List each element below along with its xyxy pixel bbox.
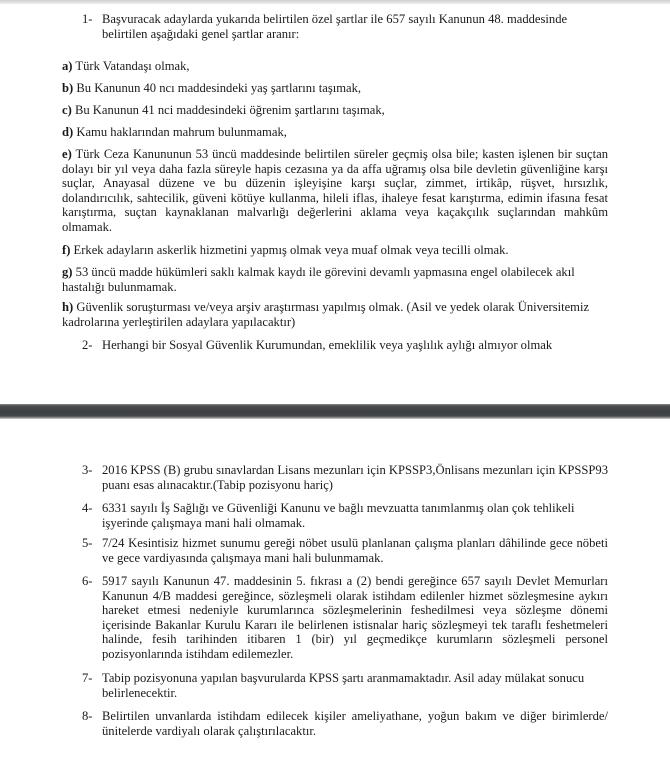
item-text: 2016 KPSS (B) grubu sınavlardan Lisans mezunları için KPSSP3,Önlisans mezunları için KPSSP93 puanı esas alınacaktır.(Tabip pozisyonu hariç) (102, 463, 608, 492)
sub-item-a (62, 59, 608, 74)
item-text: Tabip pozisyonuna yapılan başvurularda KPSS şartı aranmamaktadır. Asil aday mülakat sonucu belirlenecektir. (102, 671, 585, 700)
sub-item-label: f) (62, 243, 71, 257)
list-item-6 (82, 574, 608, 662)
item-text: 6331 sayılı İş Sağlığı ve Güvenliği Kanunu ve bağlı mevzuatta tanımlanmış olan çok tehlikeli işyerinde çalışmaya mani hali olmamak. (102, 501, 575, 530)
sub-item-label: c) (62, 103, 72, 117)
sub-item-text: Bu Kanunun 40 ncı maddesindeki yaş şartlarını taşımak, (73, 81, 362, 95)
sub-item-g (62, 265, 608, 294)
sub-item-text: Erkek adayların askerlik hizmetini yapmış olmak veya muaf olmak veya tecilli olmak. (70, 243, 509, 257)
item-text: 5917 sayılı Kanunun 47. maddesinin 5. fıkrası a (2) bendi gereğince 657 sayılı Devlet Memurları Kanunun 4/B maddesi gereğince, sözleşmeli olarak istihdam edilenler hizmet sözleşmesine aykırı hareket etmesi nedeniyle kurumlarınca sözleşmelerinin feshedilmesi veya sözleşme dönemi içerisinde Bakanlar Kurulu Kararı ile belirlenen istisnalar hariç sözleşmeyi tek taraflı feshetmeleri halinde, fesih tarihinden itibaren 1 (bir) yıl geçmedikçe kurumların sözleşmeli personel pozisyonlarında istihdam edilemezler. (102, 574, 608, 661)
item-text: Başvuracak adaylarda yukarıda belirtilen özel şartlar ile 657 sayılı Kanunun 48. maddesinde belirtilen aşağıdaki genel şartlar aranır: (102, 12, 568, 41)
sub-item-c (62, 103, 608, 118)
list-item-1 (82, 12, 608, 41)
document-page-2 (0, 419, 670, 757)
item-number: 5- (82, 536, 93, 550)
sub-item-text: Güvenlik soruşturması ve/veya arşiv araştırması yapılmış olmak. (Asil ve yedek olarak Üniversitemiz kadrolarına yerleştirilen adaylara yapılacaktır) (62, 300, 590, 329)
list-item-8 (82, 709, 608, 738)
item-number: 3- (82, 463, 93, 477)
sub-item-label: d) (62, 125, 74, 139)
sub-item-h (62, 300, 608, 329)
sub-item-label: h) (62, 300, 74, 314)
sub-item-label: g) (62, 265, 73, 279)
item-number: 4- (82, 501, 93, 515)
item-number: 7- (82, 671, 93, 685)
sub-item-text: Bu Kanunun 41 nci maddesindeki öğrenim şartlarını taşımak, (71, 103, 385, 117)
list-item-4 (82, 501, 608, 530)
sub-item-text: Türk Vatandaşı olmak, (72, 59, 190, 73)
sub-item-text: Türk Ceza Kanununun 53 üncü maddesinde belirtilen süreler geçmiş olsa bile; kasten işlenen bir suçtan dolayı bir yıl veya daha fazla süreyle hapis cezasına ya da affa uğramış olsa bile devletin güvenliğine karşı suçlar, Anayasal düzene ve bu düzenin işleyişine karşı suçlar, zimmet, irtikâp, rüşvet, hırsızlık, dolandırıcılık, sahtecilik, güveni kötüye kullanma, hileli iflas, ihaleye fesat karıştırma, edimin ifasına fesat karıştırma, suçtan kaynaklanan malvarlığı değerlerini aklama veya kaçakçılık suçlarından mahkûm olmamak. (62, 147, 608, 234)
item-number: 8- (82, 709, 93, 723)
sub-item-b (62, 81, 608, 96)
sub-item-text: Kamu haklarından mahrum bulunmamak, (73, 125, 287, 139)
item-number: 1- (82, 12, 93, 26)
list-item-7 (82, 671, 608, 700)
sub-item-label: b) (62, 81, 74, 95)
sub-item-label: e) (62, 147, 72, 161)
sub-item-label: a) (62, 59, 73, 73)
list-item-3 (82, 463, 608, 492)
item-number: 6- (82, 574, 93, 588)
list-item-5 (82, 536, 608, 565)
sub-item-d (62, 125, 608, 140)
item-text: Belirtilen unvanlarda istihdam edilecek kişiler ameliyathane, yoğun bakım ve diğer birimlerde/ünitelerde vardiyalı olarak çalıştırılacaktır. (102, 709, 608, 738)
sub-item-f (62, 243, 608, 258)
sub-item-text: 53 üncü madde hükümleri saklı kalmak kaydı ile görevini devamlı yapmasına engel olabilecek akıl hastalığı bulunmamak. (62, 265, 575, 294)
item-text: Herhangi bir Sosyal Güvenlik Kurumundan, emeklilik veya yaşlılık aylığı almıyor olmak (102, 338, 553, 352)
item-number: 2- (82, 338, 93, 352)
list-item-2 (82, 338, 608, 353)
item-text: 7/24 Kesintisiz hizmet sunumu gereği nöbet usulü planlanan çalışma planları dâhilinde gece nöbeti ve gece vardiyasında çalışmaya mani hali bulunmamak. (102, 536, 608, 565)
sub-item-e (62, 147, 608, 235)
page-separator (0, 404, 670, 419)
